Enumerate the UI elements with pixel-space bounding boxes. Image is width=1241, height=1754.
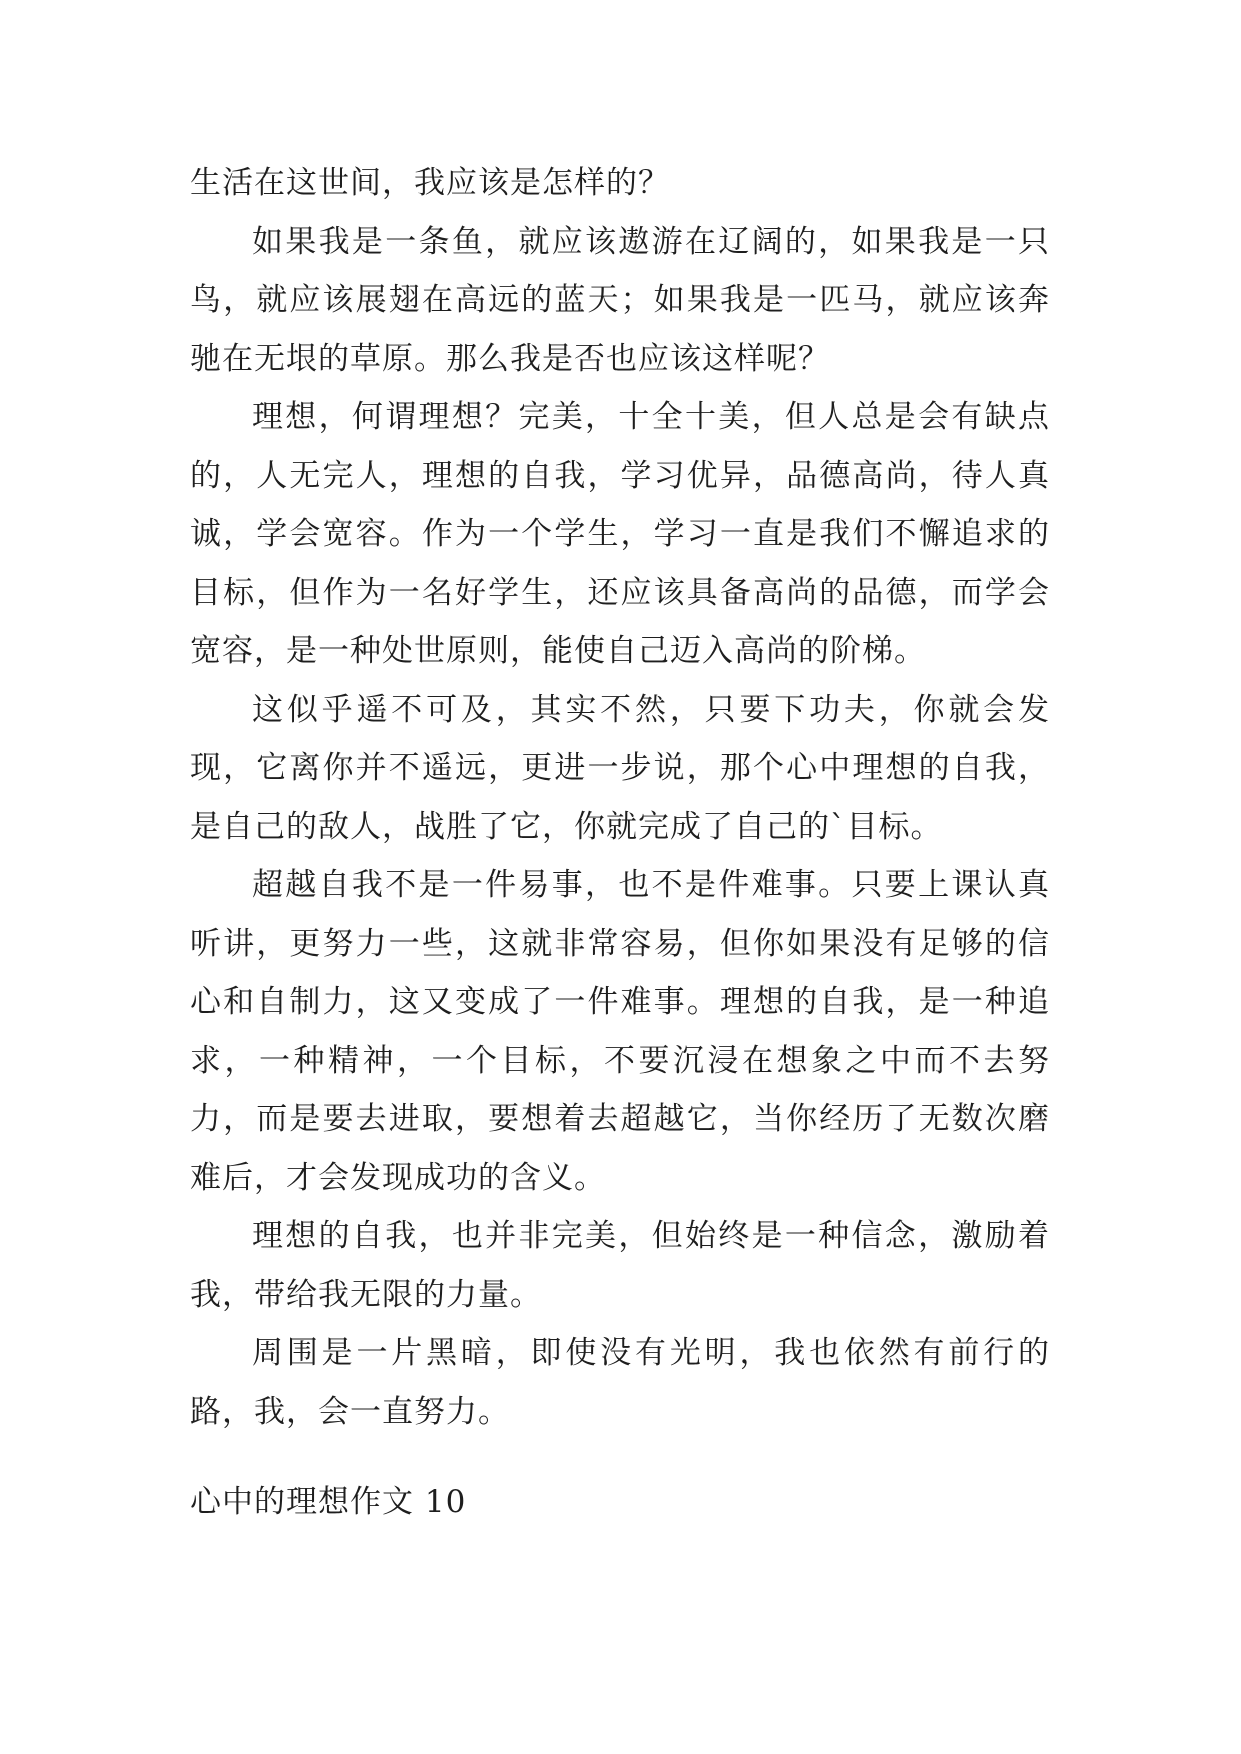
paragraph-3: 理想，何谓理想？完美，十全十美，但人总是会有缺点的，人无完人，理想的自我，学习优异，品德高尚，待人真诚，学会宽容。作为一个学生，学习一直是我们不懈追求的目标，但作为一名好学生，还应该具备高尚的品德，而学会宽容，是一种处世原则，能使自己迈入高尚的阶梯。 bbox=[190, 399, 1050, 669]
next-essay-title: 心中的理想作文 10 bbox=[190, 1484, 467, 1520]
paragraph-2: 如果我是一条鱼，就应该遨游在辽阔的，如果我是一只鸟，就应该展翅在高远的蓝天；如果我是一匹马，就应该奔驰在无垠的草原。那么我是否也应该这样呢？ bbox=[190, 223, 1050, 377]
paragraph-4: 这似乎遥不可及，其实不然，只要下功夫，你就会发现，它离你并不遥远，更进一步说，那个心中理想的自我，是自己的敌人，战胜了它，你就完成了自己的`目标。 bbox=[190, 691, 1050, 845]
paragraph-5: 超越自我不是一件易事，也不是件难事。只要上课认真听讲，更努力一些，这就非常容易，但你如果没有足够的信心和自制力，这又变成了一件难事。理想的自我，是一种追求，一种精神，一个目标，不要沉浸在想象之中而不去努力，而是要去进取，要想着去超越它，当你经历了无数次磨难后，才会发现成功的含义。 bbox=[190, 867, 1050, 1196]
paragraph-1: 生活在这世间，我应该是怎样的？ bbox=[190, 165, 670, 201]
essay-body bbox=[190, 154, 1050, 1441]
paragraph-6: 理想的自我，也并非完美，但始终是一种信念，激励着我，带给我无限的力量。 bbox=[190, 1218, 1050, 1313]
paragraph-7: 周围是一片黑暗，即使没有光明，我也依然有前行的路，我，会一直努力。 bbox=[190, 1335, 1050, 1430]
